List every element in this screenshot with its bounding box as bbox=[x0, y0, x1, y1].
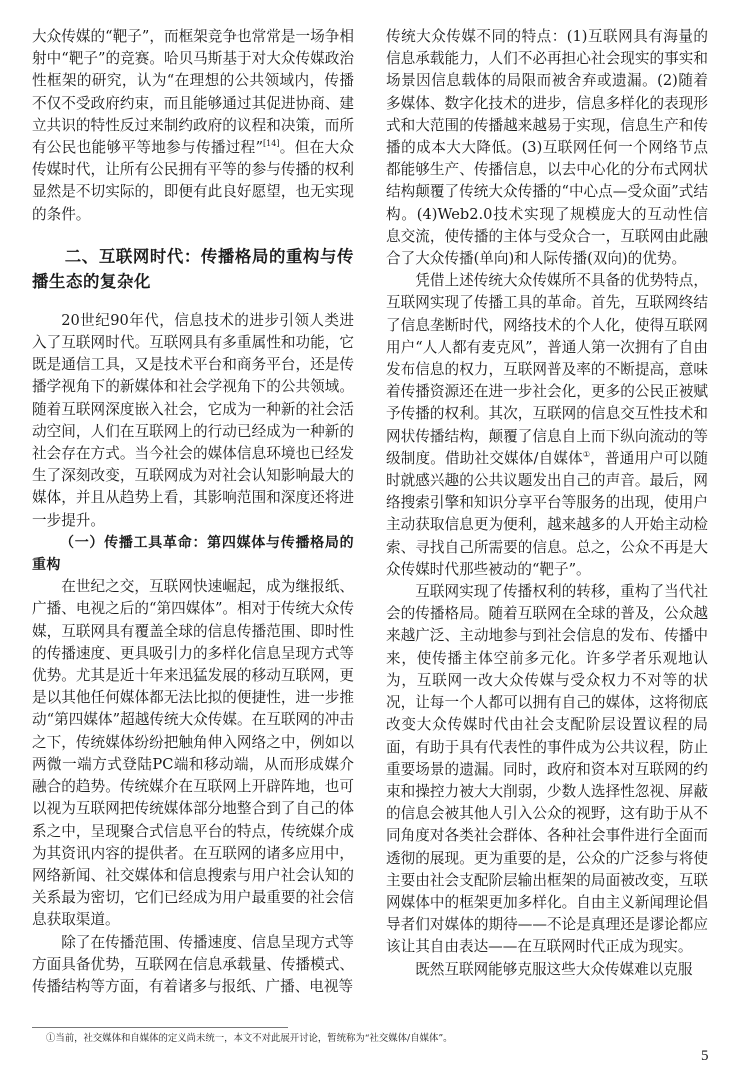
paragraph: 20世纪90年代，信息技术的进步引领人类进入了互联网时代。互联网具有多重属性和功能，它既是通信工具，又是技术平台和商务平台，还是传播学视角下的新媒体和社会学视角下的公共领域。随着互联网深度嵌入社会，它成为一种新的社会活动空间，人们在互联网上的行动已经成为一种新的社会存在方式。当今社会的媒体信息环境也已经发生了深刻改变，互联网成为对社会认知影响最大的媒体，并且从趋势上看，其影响范围和深度还将进一步提升。 bbox=[32, 311, 354, 529]
paragraph-text: 凭借上述传统大众传媒所不具备的优势特点，互联网实现了传播工具的革命。首先，互联网终结了信息垄断时代，网络技术的个人化，使得互联网用户“人人都有麦克风”，普通人第一次拥有了自由发布信息的权力，互联网普及率的不断提高，意味着传播资源还在进一步社会化，更多的公民正被赋予传播的权利。其次，互联网的信息交互性技术和网状传播结构，颠覆了信息自上而下纵向流动的等级制度。借助社交媒体/自媒体 bbox=[386, 272, 708, 467]
page-number: 5 bbox=[701, 1048, 709, 1064]
paragraph: 在世纪之交，互联网快速崛起，成为继报纸、广播、电视之后的“第四媒体”。相对于传统大众传媒，互联网具有覆盖全球的信息传播范围、即时性的传播速度、更具吸引力的多样化信息呈现方式等优势。尤其是近十年来迅猛发展的移动互联网，更是以其他任何媒体都无法比拟的便捷性，进一步推动“第四媒体”超越传统大众传媒。在互联网的冲击之下，传统媒体纷纷把触角伸入网络之中，例如以两微一端方式登陆PC端和移动端，从而形成媒介融合的趋势。传统媒介在互联网上开辟阵地，也可以视为互联网把传统媒体部分地整合到了自己的体系之中，呈现聚合式信息平台的特点，传统媒介成为其资讯内容的提供者。在互联网的诸多应用中，网络新闻、社交媒体和信息搜索与用户社会认知的关系最为密切，它们已经成为用户最重要的社会信息获取渠道。 bbox=[32, 578, 354, 929]
paragraph bbox=[386, 270, 708, 581]
footnote: ①当前，社交媒体和自媒体的定义尚未统一，本文不对此展开讨论，暂统称为“社交媒体/自媒体”。 bbox=[46, 1033, 453, 1044]
paragraph bbox=[32, 26, 354, 226]
paragraph-text: 。但在大众传媒时代，让所有公民拥有平等的参与传播的权利显然是不切实际的，即便有此良好愿望，也无实现的条件。 bbox=[32, 139, 354, 223]
paragraph: 传统大众传媒不同的特点：(1)互联网具有海量的信息承载能力，人们不必再担心社会现实的事实和场景因信息载体的局限而被舍弃或遗漏。(2)随着多媒体、数字化技术的进步，信息多样化的表现形式和大范围的传播越来越易于实现，信息生产和传播的成本大大降低。(3)互联网任何一个网络节点都能够生产、传播信息，以去中心化的分布式网状结构颠覆了传统大众传播的“中心点—受众面”式结构。(4)Web2.0技术实现了规模庞大的互动性信息交流，使传播的主体与受众合一，互联网由此融合了大众传播(单向)和人际传播(双向)的优势。 bbox=[386, 28, 708, 268]
paragraph: 除了在传播范围、传播速度、信息呈现方式等方面具备优势，互联网在信息承载量、传播模式、传播结构等方面，有着诸多与报纸、广播、电视等 bbox=[32, 933, 354, 995]
section-heading: 二、互联网时代：传播格局的重构与传播生态的复杂化 bbox=[32, 246, 354, 291]
paragraph: 既然互联网能够克服这些大众传媒难以克服 bbox=[415, 960, 693, 978]
footnote-divider bbox=[32, 1027, 288, 1028]
citation-ref[interactable]: [14] bbox=[263, 139, 280, 149]
footnote-ref[interactable]: ① bbox=[582, 450, 591, 459]
paragraph-text: ，普通用户可以随时就感兴趣的公共议题发出自己的声音。最后，网络搜索引擎和知识分享平台等服务的出现，使用户主动获取信息更为便利，越来越多的人开始主动检索、寻找自己所需要的信息。总之，公众不再是大众传媒时代那些被动的“靶子”。 bbox=[386, 449, 708, 578]
left-column bbox=[32, 26, 354, 998]
paragraph: 互联网实现了传播权利的转移，重构了当代社会的传播格局。随着互联网在全球的普及，公众越来越广泛、主动地参与到社会信息的发布、传播中来，使传播主体空前多元化。许多学者乐观地认为，互联网一改大众传媒与受众权力不对等的状况，让每一个人都可以拥有自己的媒体，这将彻底改变大众传媒时代由社会支配阶层设置议程的局面，有助于具有代表性的事件成为公共议程，防止重要场景的遗漏。同时，政府和资本对互联网的约束和操控力被大大削弱，少数人选择性忽视、屏蔽的信息会被其他人引入公众的视野，这有助于从不同角度对各类社会群体、各种社会事件进行全面而透彻的展现。更为重要的是，公众的广泛参与将使主要由社会支配阶层输出框架的局面被改变，互联网媒体中的框架更加多样化。自由主义新闻理论倡导者们对媒体的期待——不论是真理还是谬论都应该让其自由表达——在互联网时代正成为现实。 bbox=[386, 583, 708, 956]
subsection-heading: （一）传播工具革命：第四媒体与传播格局的重构 bbox=[32, 534, 354, 574]
paragraph-text: 大众传媒的“靶子”，而框架竞争也常常是一场争相射中“靶子”的竞赛。哈贝马斯基于对大众传媒政治性框架的研究，认为“在理想的公共领域内，传播不仅不受政府约束，而且能够通过其促进协商、建立共识的特性反过来制约政府的议程和决策，而所有公民也能够平等地参与传播过程” bbox=[32, 28, 354, 157]
right-column bbox=[386, 26, 708, 981]
